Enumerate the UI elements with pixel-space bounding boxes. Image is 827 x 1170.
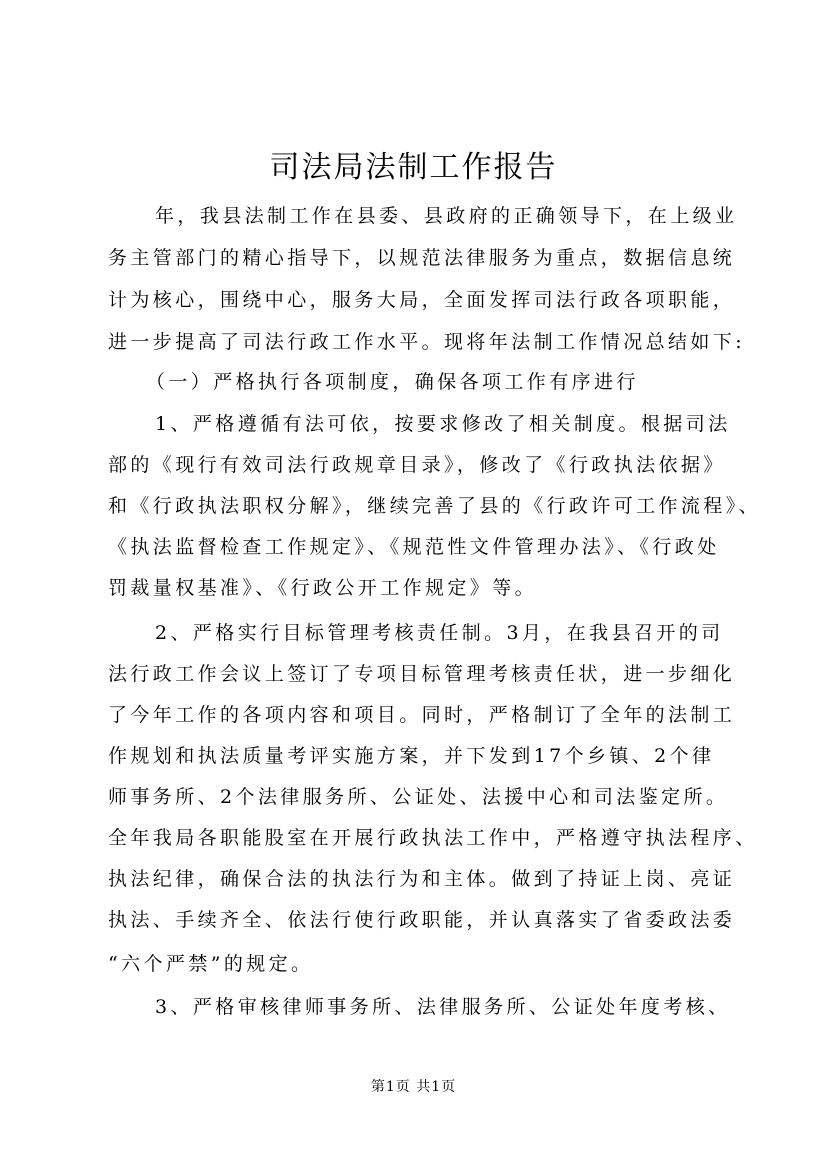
section-heading: （一）严格执行各项制度，确保各项工作有序进行 <box>146 371 639 393</box>
body-line: 作规划和执法质量考评实施方案，并下发到17个乡镇、2个律 <box>108 745 715 767</box>
page-footer: 第1页 共1页 <box>370 1079 457 1095</box>
body-line: 计为核心，围绕中心，服务大局，全面发挥司法行政各项职能， <box>108 289 736 311</box>
body-line: 《执法监督检查工作规定》、《规范性文件管理办法》、《行政处 <box>108 536 720 558</box>
body-line: 执法、手续齐全、依法行使行政职能，并认真落实了省委政法委 <box>108 909 736 931</box>
body-line: 罚裁量权基准》、《行政公开工作规定》等。 <box>108 577 538 599</box>
body-line: 执法纪律，确保合法的执法行为和主体。做到了持证上岗、亮证 <box>108 868 736 890</box>
body-line: 2、严格实行目标管理考核责任制。3月，在我县召开的司 <box>155 622 724 644</box>
document-title: 司法局法制工作报告 <box>269 150 558 185</box>
body-line: 1、严格遵循有法可依，按要求修改了相关制度。根据司法 <box>155 413 731 435</box>
body-line: 和《行政执法职权分解》，继续完善了县的《行政许可工作流程》、 <box>108 495 762 517</box>
body-line: 全年我局各职能股室在开展行政执法工作中，严格遵守执法程序、 <box>108 827 758 849</box>
body-line: 3、严格审核律师事务所、法律服务所、公证处年度考核、 <box>155 996 731 1018</box>
body-line: 年，我县法制工作在县委、县政府的正确领导下，在上级业 <box>155 205 738 227</box>
body-line: 师事务所、2个法律服务所、公证处、法援中心和司法鉴定所。 <box>108 786 729 808</box>
body-line: 部的《现行有效司法行政规章目录》，修改了《行政执法依据》 <box>108 454 726 476</box>
body-line: “六个严禁”的规定。 <box>108 953 314 975</box>
body-line: 了今年工作的各项内容和项目。同时，严格制订了全年的法制工 <box>108 704 736 726</box>
body-line: 务主管部门的精心指导下，以规范法律服务为重点，数据信息统 <box>108 247 736 269</box>
body-line: 法行政工作会议上签订了专项目标管理考核责任状，进一步细化 <box>108 663 736 685</box>
body-line: 进一步提高了司法行政工作水平。现将年法制工作情况总结如下: <box>108 331 746 353</box>
